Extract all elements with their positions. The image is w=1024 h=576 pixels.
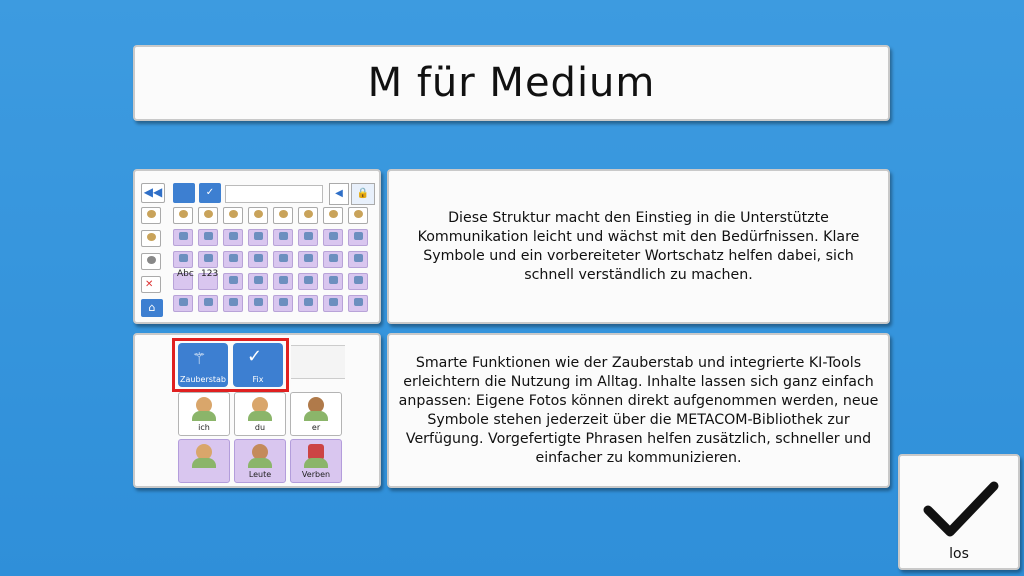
- preview-cell: [323, 207, 343, 224]
- preview-cell: [223, 295, 243, 312]
- zoom-preview-image: [133, 333, 381, 488]
- cell-leute: Leute: [234, 439, 286, 483]
- preview-cell: [298, 273, 318, 290]
- preview-cell: [298, 229, 318, 246]
- preview-cell: [273, 207, 293, 224]
- cell-ich: ich: [178, 392, 230, 436]
- preview-cell: [298, 295, 318, 312]
- description-text-1: Diese Struktur macht den Einstieg in die Unterstützte Kommunikation leicht und wächst mit den Bedürfnissen. Klare Symbole und ein vorbereiteter Wortschatz helfen dabei, sich schnell verständlich zu machen.: [417, 209, 860, 283]
- checkmark-icon: [900, 464, 1022, 554]
- description-card-2: [387, 333, 890, 488]
- los-label: los: [949, 546, 969, 562]
- delete-icon: ◀: [329, 183, 349, 205]
- cell-phrases: [178, 439, 230, 483]
- preview-cell: [141, 253, 161, 270]
- description-card-1: [387, 169, 890, 324]
- preview-cell: [223, 251, 243, 268]
- lock-icon: 🔒: [351, 183, 375, 205]
- preview-cell: [323, 229, 343, 246]
- grid-preview-image: [133, 169, 381, 324]
- preview-cell: [323, 295, 343, 312]
- zauberstab-label: Zauberstab: [179, 375, 227, 384]
- num-label: 123: [201, 269, 219, 279]
- zauberstab-button: [178, 343, 228, 387]
- preview-cell: [223, 207, 243, 224]
- preview-cell: [198, 251, 218, 268]
- preview-cell: [198, 207, 218, 224]
- preview-cell: [173, 207, 193, 224]
- cell-er: er: [290, 392, 342, 436]
- abc-label: Abc: [177, 269, 194, 279]
- preview-cell: [141, 207, 161, 224]
- preview-cell: [248, 207, 268, 224]
- preview-textbar: [225, 185, 323, 203]
- home-icon: ⌂: [141, 299, 163, 317]
- los-button[interactable]: [898, 454, 1020, 570]
- preview-cell: [273, 295, 293, 312]
- title-card: [133, 45, 890, 121]
- preview-cell: [348, 251, 368, 268]
- preview-textbar: [291, 345, 345, 379]
- wand-icon: ⚚: [192, 349, 207, 368]
- preview-cell: [248, 295, 268, 312]
- cell-verben: Verben: [290, 439, 342, 483]
- preview-cell: [173, 229, 193, 246]
- preview-cell: [141, 230, 161, 247]
- preview-cell: ✕: [141, 276, 161, 293]
- preview-cell: [348, 207, 368, 224]
- preview-cell: [348, 273, 368, 290]
- description-text-2: Smarte Funktionen wie der Zauberstab und integrierte KI-Tools erleichtern die Nutzung im Alltag. Inhalte lassen sich ganz einfach anpassen: Eigene Fotos können direkt aufgenommen werden, neue Symbole stehen jederzeit über die METACOM-Bibliothek zur Verfügung. Vorgefertigte Phrasen helfen zusätzlich, schneller und einfacher zu kommunizieren.: [398, 354, 879, 466]
- fix-label: Fix: [252, 375, 264, 384]
- preview-cell: [348, 295, 368, 312]
- preview-cell: [273, 251, 293, 268]
- preview-cell: [173, 295, 193, 312]
- preview-cell: [248, 273, 268, 290]
- preview-cell: [298, 207, 318, 224]
- preview-cell: [248, 229, 268, 246]
- preview-cell: [248, 251, 268, 268]
- back-icon: ◀◀: [141, 183, 165, 203]
- preview-cell: [223, 229, 243, 246]
- fix-button: [233, 343, 283, 387]
- preview-cell: [198, 295, 218, 312]
- preview-cell: [298, 251, 318, 268]
- check-icon: ✓: [199, 183, 221, 203]
- wand-icon: [173, 183, 195, 203]
- preview-cell: [323, 251, 343, 268]
- check-icon: ✓: [247, 346, 263, 367]
- preview-cell: [348, 229, 368, 246]
- preview-cell: [323, 273, 343, 290]
- preview-cell: [198, 229, 218, 246]
- preview-cell: [223, 273, 243, 290]
- preview-cell: [173, 251, 193, 268]
- preview-cell: [273, 229, 293, 246]
- page-title: M für Medium: [367, 60, 656, 106]
- preview-cell: [273, 273, 293, 290]
- cell-du: du: [234, 392, 286, 436]
